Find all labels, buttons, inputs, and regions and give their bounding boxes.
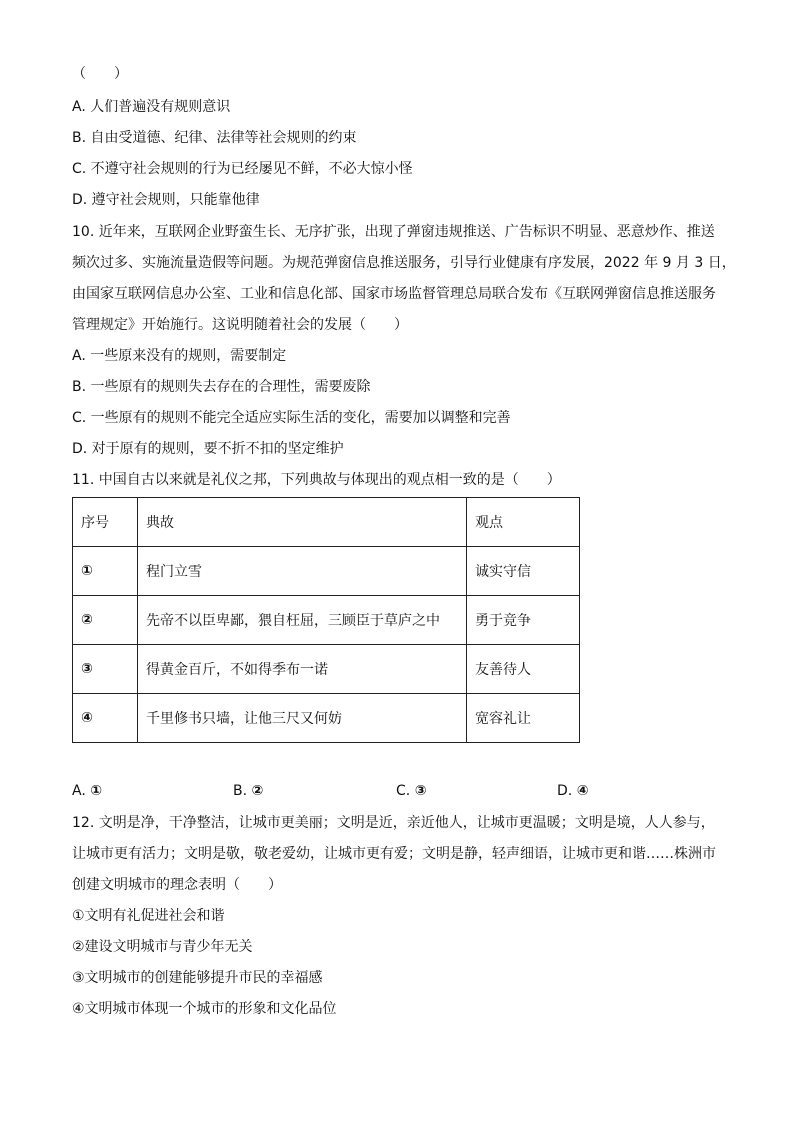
q9-option-c: C. 不遵守社会规则的行为已经屡见不鲜，不必大惊小怪 — [72, 161, 413, 177]
row-story: 得黄金百斤，不如得季布一诺 — [138, 645, 467, 694]
table-row — [73, 596, 580, 645]
row-viewpoint: 诚实守信 — [467, 547, 580, 596]
q9-option-a: A. 人们普遍没有规则意识 — [72, 99, 231, 115]
row-index: ① — [73, 547, 138, 596]
q10-option-c: C. 一些原有的规则不能完全适应实际生活的变化，需要加以调整和完善 — [72, 410, 511, 426]
choice-letter: B. — [233, 783, 248, 799]
table-row — [73, 547, 580, 596]
q10-stem-line-2: 频次过多、实施流量造假等问题。为规范弹窗信息推送服务，引导行业健康有序发展，2022 年 9 月 3 日， — [72, 255, 736, 271]
header-story: 典故 — [138, 498, 467, 547]
row-index: ④ — [73, 694, 138, 743]
q10-stem-line-3: 由国家互联网信息办公室、工业和信息化部、国家市场监督管理总局联合发布《互联网弹窗信息推送服务 — [72, 286, 716, 302]
q12-statement-2: ②建设文明城市与青少年无关 — [72, 939, 253, 955]
q10-option-d: D. 对于原有的规则，要不折不扣的坚定维护 — [72, 441, 344, 457]
row-story: 程门立雪 — [138, 547, 467, 596]
q12-statement-1: ①文明有礼促进社会和谐 — [72, 908, 225, 924]
row-index: ② — [73, 596, 138, 645]
q12-stem-line-2: 让城市更有活力；文明是敬，敬老爱幼，让城市更有爱；文明是静，轻声细语，让城市更和谐……株洲市 — [72, 846, 716, 862]
choice-mark: ① — [90, 783, 103, 799]
header-index: 序号 — [73, 498, 138, 547]
row-viewpoint: 友善待人 — [467, 645, 580, 694]
q9-option-b: B. 自由受道德、纪律、法律等社会规则的约束 — [72, 130, 357, 146]
q10-option-b: B. 一些原有的规则失去存在的合理性，需要废除 — [72, 379, 371, 395]
q11-choice-c — [396, 781, 427, 801]
table-row — [73, 645, 580, 694]
q12-stem-line-1: 12. 文明是净，干净整洁，让城市更美丽；文明是近，亲近他人，让城市更温暖；文明是境，人人参与， — [72, 815, 715, 831]
row-viewpoint: 宽容礼让 — [467, 694, 580, 743]
q11-choice-b — [233, 781, 263, 801]
choice-mark: ④ — [576, 783, 589, 799]
q11-choice-a — [72, 781, 102, 801]
q9-option-d: D. 遵守社会规则，只能靠他律 — [72, 192, 260, 208]
q11-table — [72, 497, 580, 743]
q11-choice-d — [557, 781, 589, 801]
q12-statement-3: ③文明城市的创建能够提升市民的幸福感 — [72, 970, 323, 986]
q12-statement-4: ④文明城市体现一个城市的形象和文化品位 — [72, 1001, 337, 1017]
q11-stem: 11. 中国自古以来就是礼仪之邦，下列典故与体现出的观点相一致的是（ ） — [72, 472, 561, 488]
row-viewpoint: 勇于竞争 — [467, 596, 580, 645]
table-header-row — [73, 498, 580, 547]
table-row — [73, 694, 580, 743]
q9-bracket: （ ） — [72, 66, 128, 82]
row-story: 先帝不以臣卑鄙，猥自枉屈，三顾臣于草庐之中 — [138, 596, 467, 645]
q10-stem-line-4: 管理规定》开始施行。这说明随着社会的发展（ ） — [72, 317, 408, 333]
choice-mark: ③ — [414, 783, 427, 799]
header-viewpoint: 观点 — [467, 498, 580, 547]
q10-stem-line-1: 10. 近年来，互联网企业野蛮生长、无序扩张，出现了弹窗违规推送、广告标识不明显、恶意炒作、推送 — [72, 224, 715, 240]
q12-stem-line-3: 创建文明城市的理念表明（ ） — [72, 877, 282, 893]
row-story: 千里修书只墙，让他三尺又何妨 — [138, 694, 467, 743]
choice-letter: D. — [557, 783, 573, 799]
choice-mark: ② — [251, 783, 264, 799]
choice-letter: A. — [72, 783, 86, 799]
q10-option-a: A. 一些原来没有的规则，需要制定 — [72, 348, 287, 364]
choice-letter: C. — [396, 783, 411, 799]
row-index: ③ — [73, 645, 138, 694]
